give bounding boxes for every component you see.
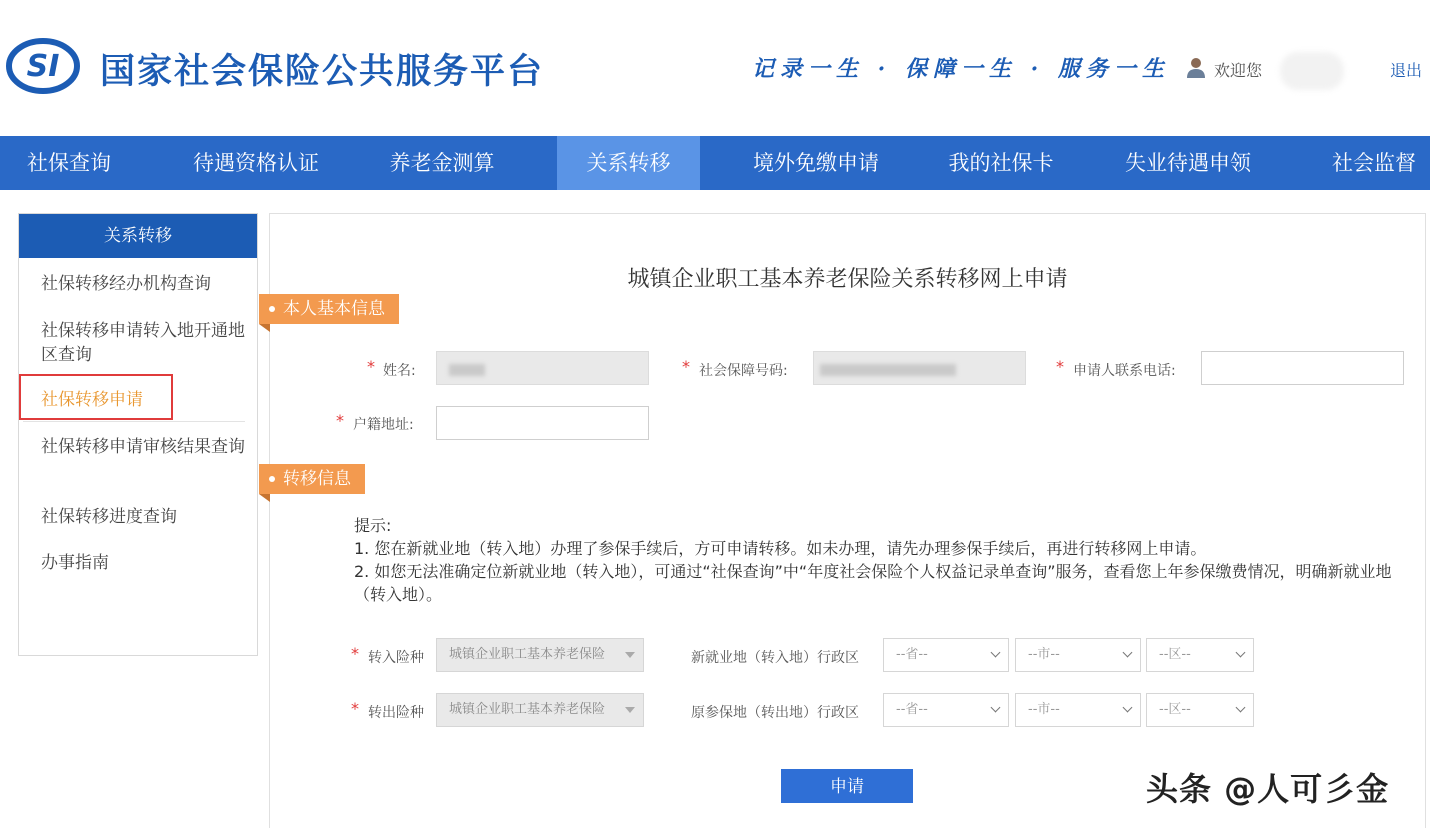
ssn-field bbox=[813, 351, 1026, 385]
new-region-label: 新就业地（转入地）行政区 bbox=[691, 650, 859, 666]
sidebar-item-review-result[interactable]: 社保转移申请审核结果查询 bbox=[41, 437, 245, 457]
chevron-down-icon bbox=[991, 703, 1001, 713]
in-insurance-type-value: 城镇企业职工基本养老保险 bbox=[449, 647, 606, 662]
nav-eligibility-certification[interactable]: 待遇资格认证 bbox=[193, 151, 319, 175]
tips-line-1: 1. 您在新就业地（转入地）办理了参保手续后，方可申请转移。如未办理，请先办理参保手续后，再进行转移网上申请。 bbox=[354, 539, 1207, 558]
province-placeholder: --省-- bbox=[896, 647, 928, 662]
si-logo-icon bbox=[6, 38, 80, 94]
sidebar-item-progress-query[interactable]: 社保转移进度查询 bbox=[41, 507, 177, 527]
old-region-city-select[interactable] bbox=[1015, 693, 1141, 727]
district-placeholder: --区-- bbox=[1159, 702, 1191, 717]
ssn-redacted bbox=[820, 364, 956, 376]
user-avatar-icon bbox=[1186, 56, 1206, 78]
new-region-district-select[interactable] bbox=[1146, 638, 1254, 672]
form-title: 城镇企业职工基本养老保险关系转移网上申请 bbox=[627, 267, 1068, 292]
in-insurance-type-select bbox=[436, 638, 644, 672]
caret-down-icon bbox=[625, 652, 635, 658]
required-mark: * bbox=[351, 644, 359, 663]
old-region-district-select[interactable] bbox=[1146, 693, 1254, 727]
ssn-label: 社会保障号码: bbox=[699, 363, 788, 379]
chevron-down-icon bbox=[991, 648, 1001, 658]
old-region-label: 原参保地（转出地）行政区 bbox=[691, 705, 859, 721]
section-basic-info: 本人基本信息 bbox=[259, 294, 399, 324]
address-input[interactable] bbox=[436, 406, 649, 440]
main-nav bbox=[0, 136, 1430, 190]
out-insurance-type-value: 城镇企业职工基本养老保险 bbox=[449, 702, 606, 717]
chevron-down-icon bbox=[1123, 648, 1133, 658]
out-insurance-type-select bbox=[436, 693, 644, 727]
caret-down-icon bbox=[625, 707, 635, 713]
city-placeholder: --市-- bbox=[1028, 702, 1060, 717]
sidebar bbox=[18, 213, 258, 656]
required-mark: * bbox=[336, 411, 344, 430]
site-slogan: 记录一生 · 保障一生 · 服务一生 bbox=[752, 56, 1170, 82]
chevron-down-icon bbox=[1236, 703, 1246, 713]
required-mark: * bbox=[351, 699, 359, 718]
province-placeholder: --省-- bbox=[896, 702, 928, 717]
welcome-text: 欢迎您 bbox=[1214, 61, 1263, 80]
nav-unemployment-benefit[interactable]: 失业待遇申领 bbox=[1125, 151, 1251, 175]
name-redacted bbox=[449, 364, 485, 376]
in-type-label: 转入险种 bbox=[368, 650, 424, 666]
sidebar-title: 关系转移 bbox=[19, 214, 257, 258]
city-placeholder: --市-- bbox=[1028, 647, 1060, 662]
username-redacted bbox=[1280, 52, 1344, 90]
new-region-province-select[interactable] bbox=[883, 638, 1009, 672]
watermark-text: 头条 @人可彡金 bbox=[1146, 770, 1390, 808]
nav-my-social-card[interactable]: 我的社保卡 bbox=[948, 151, 1054, 175]
old-region-province-select[interactable] bbox=[883, 693, 1009, 727]
tips-heading: 提示: bbox=[354, 516, 392, 535]
sidebar-item-agency-query[interactable]: 社保转移经办机构查询 bbox=[41, 274, 211, 294]
phone-input[interactable] bbox=[1201, 351, 1404, 385]
section-transfer-info: 转移信息 bbox=[259, 464, 365, 494]
tips-block bbox=[354, 514, 1414, 606]
new-region-city-select[interactable] bbox=[1015, 638, 1141, 672]
nav-overseas-exemption[interactable]: 境外免缴申请 bbox=[753, 151, 879, 175]
required-mark: * bbox=[1056, 357, 1064, 376]
form-panel bbox=[269, 213, 1426, 828]
phone-label: 申请人联系电话: bbox=[1073, 363, 1176, 379]
nav-social-supervision[interactable]: 社会监督 bbox=[1332, 151, 1416, 175]
tips-line-2: 2. 如您无法准确定位新就业地（转入地），可通过“社保查询”中“年度社会保险个人权益记录单查询”服务，查看您上年参保缴费情况，明确新就业地（转入地）。 bbox=[354, 562, 1392, 604]
site-title: 国家社会保险公共服务平台 bbox=[100, 52, 545, 92]
required-mark: * bbox=[682, 357, 690, 376]
address-label: 户籍地址: bbox=[353, 417, 414, 433]
nav-relation-transfer[interactable]: 关系转移 bbox=[557, 136, 700, 190]
name-label: 姓名: bbox=[383, 363, 416, 379]
chevron-down-icon bbox=[1123, 703, 1133, 713]
out-type-label: 转出险种 bbox=[368, 705, 424, 721]
sidebar-item-guide[interactable]: 办事指南 bbox=[41, 553, 109, 573]
nav-social-security-query[interactable]: 社保查询 bbox=[27, 151, 111, 175]
nav-pension-calculator[interactable]: 养老金测算 bbox=[389, 151, 495, 175]
district-placeholder: --区-- bbox=[1159, 647, 1191, 662]
sidebar-item-transfer-apply[interactable]: 社保转移申请 bbox=[41, 390, 143, 410]
apply-button[interactable]: 申请 bbox=[781, 769, 913, 803]
sidebar-item-region-query[interactable]: 社保转移申请转入地开通地区查询 bbox=[41, 321, 245, 365]
sidebar-divider bbox=[23, 421, 245, 422]
required-mark: * bbox=[367, 357, 375, 376]
svg-text:SI: SI bbox=[26, 49, 60, 84]
logout-link[interactable]: 退出 bbox=[1390, 61, 1423, 80]
chevron-down-icon bbox=[1236, 648, 1246, 658]
name-field bbox=[436, 351, 649, 385]
site-header bbox=[0, 0, 1430, 136]
